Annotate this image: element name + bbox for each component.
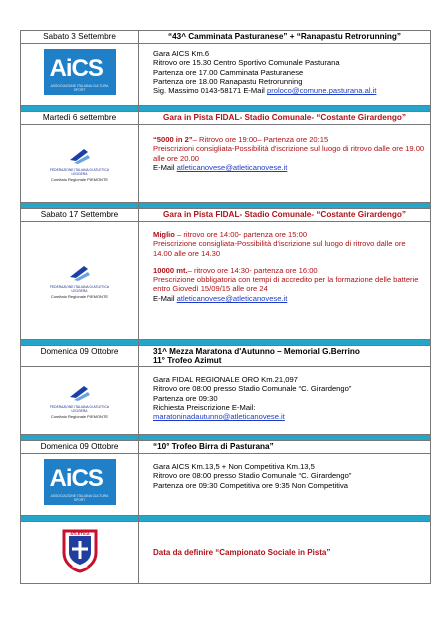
event-header-row: [21, 209, 431, 222]
event-title: Gara in Pista FIDAL- Stadio Comunale- “Costante Girardengo”: [139, 209, 431, 222]
fidal-chevron-icon: [44, 146, 116, 168]
contact-line: E-Mail atleticanovese@atleticanovese.it: [153, 162, 288, 172]
aics-logo: AiCS ASSOCIAZIONE ITALIANA CULTURA SPORT: [44, 459, 116, 505]
event-date: Domenica 09 Ottobre: [21, 346, 139, 367]
event-date: Martedì 6 settembre: [21, 112, 139, 125]
detail-line: Partenza ore 09:30 Competitiva ore 9:35 Non Competitiva: [153, 480, 349, 490]
event-title: Gara in Pista FIDAL- Stadio Comunale- “Costante Girardengo”: [139, 112, 431, 125]
detail-line: Gara FIDAL REGIONALE ORO Km.21,097: [153, 375, 298, 384]
detail-line: Ritrovo ore 08:00 presso Stadio Comunale “C. Girardengo”: [153, 384, 352, 394]
event-details: [139, 44, 431, 106]
event-header-row: [21, 31, 431, 44]
detail-line: Preiscrizione consigliata-Possibilità d'iscrizione sul luogo di ritrovo dalle ore 14.00 alle ore 14.30: [153, 239, 406, 258]
logo-cell: [21, 44, 139, 106]
event-header-row: [21, 441, 431, 454]
detail-line: Prescrizione obbligatoria con tempi di accredito per la formazione delle batterie entro Giovedì 15/09/15 alle ore 24: [153, 275, 419, 294]
event-body-row: [21, 222, 431, 340]
detail-line: Gara AICS Km.6: [153, 49, 210, 58]
event-body-row: [21, 522, 431, 584]
event-date: Sabato 17 Settembre: [21, 209, 139, 222]
fidal-logo: FEDERAZIONE ITALIANA DI ATLETICA LEGGERA Comitato Regionale PIEMONTE: [44, 383, 116, 419]
atletica-novese-badge: [58, 527, 102, 573]
email-link[interactable]: atleticanovese@atleticanovese.it: [176, 162, 288, 172]
fidal-chevron-icon: [44, 263, 116, 285]
detail-line: Partenza ore 18.00 Ranapastu Retrorunning: [153, 76, 303, 86]
event-body-row: [21, 454, 431, 516]
detail-heading: 10000 mt.– ritrovo ore 14:30- partenza ore 16:00: [153, 265, 318, 275]
event-date: Sabato 3 Settembre: [21, 31, 139, 44]
event-body-row: [21, 367, 431, 435]
logo-cell: [21, 222, 139, 340]
detail-line: Gara AICS Km.13,5 + Non Competitiva Km.13,5: [153, 462, 315, 471]
event-details: [139, 125, 431, 203]
logo-cell: [21, 367, 139, 435]
event-title: “43^ Camminata Pasturanese” + “Ranapastu Retrorunning”: [139, 31, 431, 44]
event-details: [139, 367, 431, 435]
detail-line: Ritrovo ore 15.30 Centro Sportivo Comunale Pasturana: [153, 58, 340, 68]
logo-cell: [21, 125, 139, 203]
event-title: 31^ Mezza Maratona d'Autunno – Memorial G.Berrino 11° Trofeo Azimut: [139, 346, 431, 367]
event-details: [139, 522, 431, 584]
email-link[interactable]: atleticanovese@atleticanovese.it: [176, 293, 288, 303]
aics-logo: AiCS ASSOCIAZIONE ITALIANA CULTURA SPORT: [44, 49, 116, 95]
event-body-row: [21, 44, 431, 106]
event-title: “10° Trofeo Birra di Pasturana”: [139, 441, 431, 454]
contact-line: Sig. Massimo 0143-58171 E-Mail proloco@comune.pasturana.al.it: [153, 86, 377, 96]
event-date: Domenica 09 Ottobre: [21, 441, 139, 454]
detail-heading: Miglio – ritrovo ore 14:00- partenza ore 15:00: [153, 230, 308, 239]
email-link[interactable]: maratoninadautunno@atleticanovese.it: [153, 412, 285, 422]
detail-line: Preiscrizioni consigliata-Possibilità d'iscrizione sul luogo di ritrovo dalle ore 19.00 alle ore 20.00: [153, 144, 425, 163]
fidal-logo: FEDERAZIONE ITALIANA DI ATLETICA LEGGERA Comitato Regionale PIEMONTE: [44, 146, 116, 182]
event-title: Data da definire “Campionato Sociale in Pista”: [153, 548, 331, 558]
detail-line: Richiesta Preiscrizione E-Mail:: [153, 402, 256, 412]
fidal-chevron-icon: [44, 383, 116, 405]
contact-line: E-Mail atleticanovese@atleticanovese.it: [153, 293, 288, 303]
event-header-row: [21, 112, 431, 125]
detail-line: Partenza ore 09:30: [153, 393, 218, 403]
event-header-row: [21, 346, 431, 367]
detail-line: Partenza ore 17.00 Camminata Pasturanese: [153, 67, 304, 77]
email-link[interactable]: proloco@comune.pasturana.al.it: [266, 86, 377, 96]
events-table: [20, 30, 431, 584]
fidal-logo: FEDERAZIONE ITALIANA DI ATLETICA LEGGERA Comitato Regionale PIEMONTE: [44, 263, 116, 299]
event-details: [139, 222, 431, 340]
event-body-row: [21, 125, 431, 203]
detail-heading: “5000 in 2”– Ritrovo ore 19:00– Partenza ore 20:15: [153, 135, 329, 144]
svg-text:NOVESE: NOVESE: [72, 565, 87, 569]
svg-text:ATLETICA: ATLETICA: [69, 531, 90, 536]
detail-line: Ritrovo ore 08:00 presso Stadio Comunale “C. Girardengo”: [153, 471, 352, 481]
event-details: [139, 454, 431, 516]
logo-cell: [21, 522, 139, 584]
logo-cell: [21, 454, 139, 516]
contact-line: [153, 412, 426, 421]
